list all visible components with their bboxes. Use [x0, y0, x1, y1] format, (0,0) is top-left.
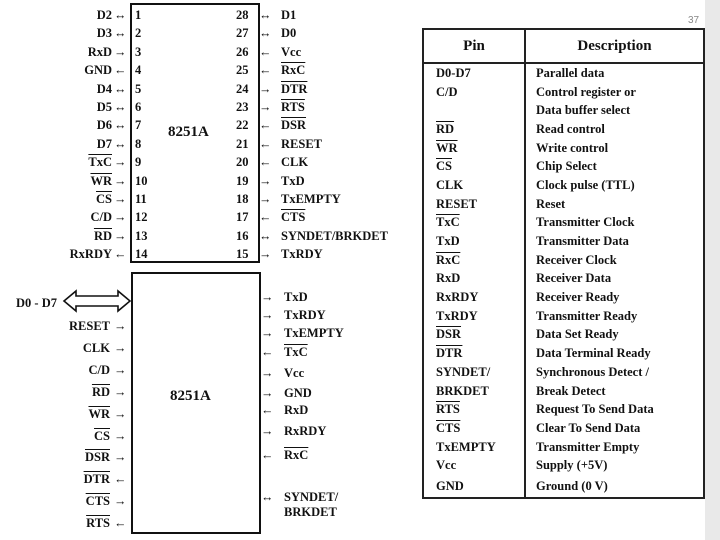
- top-left-pin-number: 3: [135, 44, 142, 59]
- bottom-left-pin-arrow: →: [114, 494, 127, 509]
- pin-cell: C/D: [423, 83, 525, 102]
- top-left-pin-arrow: →: [114, 155, 127, 170]
- bottom-left-pin-arrow: →: [114, 362, 127, 377]
- description-cell: Synchronous Detect /: [536, 364, 649, 379]
- bottom-left-pin-arrow: →: [114, 428, 127, 443]
- description-cell: Clear To Send Data: [536, 420, 641, 435]
- description-cell: Chip Select: [536, 159, 597, 174]
- bottom-left-pin-name: $\overline{RD}$: [91, 384, 110, 399]
- pin-cell: $\overline{CTS}$: [423, 419, 525, 438]
- top-right-pin-number: 19: [236, 173, 249, 188]
- top-left-pin-name: D4: [96, 81, 112, 96]
- top-left-pin-arrow: ↔: [114, 8, 127, 22]
- bottom-left-pin-name: $\overline{RTS}$: [86, 516, 110, 531]
- bottom-right-pin-name: RxD: [284, 403, 309, 417]
- table-row: [423, 214, 704, 233]
- bottom-right-pin-arrow: →: [261, 290, 274, 304]
- bottom-left-pin-arrow: →: [114, 384, 127, 399]
- pin-column-header: Pin: [423, 29, 525, 63]
- table-row: [423, 251, 704, 270]
- description-cell: Data buffer select: [536, 103, 631, 118]
- top-right-pin-number: 18: [236, 192, 249, 206]
- bottom-left-pin-name: $\overline{CTS}$: [85, 494, 110, 509]
- bottom-right-pin-arrow: ←: [261, 448, 274, 462]
- bottom-right-pin-arrow: →: [261, 326, 274, 340]
- bottom-right-pin-arrow: ←: [261, 345, 274, 359]
- top-left-pin-name: $\overline{CS}$: [96, 192, 112, 206]
- top-right-pin-arrow: ←: [259, 63, 272, 78]
- top-left-pin-arrow: →: [114, 173, 127, 188]
- description-cell: Break Detect: [536, 383, 606, 398]
- description-cell: Transmitter Clock: [536, 215, 635, 230]
- top-left-pin-name: $\overline{RD}$: [93, 228, 112, 243]
- top-right-pin-arrow: ↔: [259, 8, 272, 22]
- table-row: [423, 157, 704, 176]
- top-left-pin-number: 12: [135, 210, 148, 225]
- top-right-pin-name: TxRDY: [281, 247, 323, 262]
- pin-cell: BRKDET: [423, 382, 525, 401]
- top-chip-label: 8251A: [168, 124, 209, 140]
- description-cell: Reset: [536, 196, 566, 211]
- table-row: [423, 326, 704, 345]
- top-right-pin-name: TxEMPTY: [281, 192, 341, 206]
- top-left-pin-name: C/D: [90, 210, 112, 225]
- top-right-pin-name: $\overline{RxC}$: [281, 63, 306, 78]
- top-right-pin-number: 22: [236, 118, 249, 133]
- top-left-pin-number: 5: [135, 81, 142, 96]
- top-right-pin-number: 17: [236, 210, 249, 225]
- table-row: [423, 63, 704, 83]
- pin-cell: Vcc: [423, 456, 525, 475]
- description-cell: Ground (0 V): [536, 478, 608, 493]
- top-left-pin-name: D2: [96, 8, 112, 22]
- top-left-pin-arrow: →: [114, 44, 127, 59]
- top-right-pin-number: 26: [236, 44, 249, 59]
- top-left-pin-arrow: ←: [114, 247, 127, 262]
- top-left-pin-arrow: →: [114, 210, 127, 225]
- top-right-pin-name: TxD: [281, 173, 305, 188]
- table-row: [423, 363, 704, 382]
- bottom-left-pin-arrow: →: [114, 340, 127, 355]
- pin-cell: $\overline{TxC}$: [423, 214, 525, 233]
- top-right-pin-arrow: ←: [259, 155, 272, 170]
- top-right-pin-number: 25: [236, 63, 249, 78]
- description-cell: Clock pulse (TTL): [536, 177, 635, 192]
- description-cell: Write control: [536, 140, 609, 155]
- bottom-left-pin-name: $\overline{DTR}$: [83, 472, 110, 487]
- description-cell: Read control: [536, 121, 605, 136]
- top-left-pin-arrow: ↔: [114, 136, 127, 151]
- bottom-right-pin-name: TxD: [284, 290, 308, 304]
- slide-edge: [705, 0, 720, 540]
- top-left-pin-number: 1: [135, 8, 142, 22]
- pin-cell: $\overline{RD}$: [423, 120, 525, 139]
- top-right-pin-arrow: ↔: [259, 228, 272, 243]
- top-right-pin-arrow: ↔: [259, 26, 272, 41]
- bottom-right-pin-name: BRKDET: [284, 505, 337, 519]
- bottom-right-pin-name: GND: [284, 386, 312, 400]
- bottom-left-pin-name: CLK: [82, 340, 110, 355]
- top-left-pin-arrow: ↔: [114, 118, 127, 133]
- top-left-pin-name: GND: [84, 63, 112, 78]
- bottom-chip-label: 8251A: [170, 388, 211, 404]
- top-left-pin-number: 13: [135, 228, 148, 243]
- description-cell: Control register or: [536, 84, 636, 99]
- bottom-right-pin-arrow: →: [261, 308, 274, 322]
- slide-number: 37: [688, 15, 700, 26]
- bottom-left-pin-name: $\overline{DSR}$: [84, 450, 110, 465]
- top-right-pin-name: $\overline{CTS}$: [281, 210, 306, 225]
- pin-cell: GND: [423, 475, 525, 498]
- bottom-left-pin-name: $\overline{CS}$: [94, 428, 110, 443]
- top-right-pin-arrow: →: [259, 247, 272, 262]
- top-left-pin-arrow: ←: [114, 63, 127, 78]
- table-row: [423, 232, 704, 251]
- top-left-pin-number: 2: [135, 26, 142, 41]
- description-cell: Receiver Ready: [536, 290, 620, 305]
- top-left-pin-number: 10: [135, 173, 148, 188]
- pin-cell: RxRDY: [423, 288, 525, 307]
- bottom-left-pin-name: RESET: [69, 319, 110, 333]
- table-row: [423, 270, 704, 289]
- bottom-right-pin-arrow: →: [261, 424, 274, 438]
- table-row: [423, 176, 704, 195]
- bottom-left-pin-name: $\overline{WR}$: [88, 406, 110, 421]
- bottom-right-pin-name: TxEMPTY: [284, 326, 344, 340]
- top-right-pin-name: SYNDET/BRKDET: [281, 228, 388, 243]
- table-row: [423, 438, 704, 457]
- top-left-pin-arrow: ↔: [114, 81, 127, 96]
- top-left-pin-number: 6: [135, 100, 142, 114]
- top-left-pin-name: D7: [96, 136, 112, 151]
- top-left-pin-arrow: ↔: [114, 100, 127, 114]
- description-cell: Parallel data: [536, 65, 605, 80]
- top-left-pin-number: 4: [135, 63, 142, 78]
- top-left-pin-arrow: ↔: [114, 26, 127, 41]
- table-row: [423, 456, 704, 475]
- bottom-left-pin-arrow: →: [114, 319, 127, 333]
- table-row: [423, 288, 704, 307]
- top-left-pin-name: D5: [96, 100, 112, 114]
- bottom-left-pin-arrow: ←: [114, 472, 127, 487]
- pin-description-table: [422, 28, 705, 499]
- pin-cell: D0-D7: [423, 63, 525, 83]
- top-left-pin-number: 9: [135, 155, 142, 170]
- top-right-pin-name: $\overline{RTS}$: [281, 100, 305, 114]
- bottom-left-pin-arrow: →: [114, 406, 127, 421]
- table-row: [423, 344, 704, 363]
- top-right-pin-name: D1: [281, 8, 297, 22]
- description-cell: Transmitter Ready: [536, 308, 638, 323]
- table-row: [423, 419, 704, 438]
- top-right-pin-name: CLK: [281, 155, 309, 170]
- description-cell: Supply (+5V): [536, 458, 608, 473]
- description-cell: Receiver Clock: [536, 252, 617, 267]
- bottom-right-pin-name: RxRDY: [284, 424, 327, 438]
- top-right-pin-name: D0: [281, 26, 297, 41]
- top-right-pin-arrow: →: [259, 192, 272, 206]
- data-bus-arrow: [62, 289, 132, 313]
- description-cell: Receiver Data: [536, 271, 612, 286]
- top-right-pin-arrow: ←: [259, 118, 272, 133]
- top-right-pin-number: 16: [236, 228, 249, 243]
- top-left-pin-number: 7: [135, 118, 142, 133]
- table-row: [423, 195, 704, 214]
- table-row: [423, 139, 704, 158]
- top-left-pin-number: 11: [135, 192, 147, 206]
- pin-cell: $\overline{DTR}$: [423, 344, 525, 363]
- pin-cell: CLK: [423, 176, 525, 195]
- description-cell: Data Set Ready: [536, 327, 619, 342]
- pin-cell: $\overline{CS}$: [423, 157, 525, 176]
- top-right-pin-arrow: ←: [259, 44, 272, 59]
- data-bus-label: D0 - D7: [16, 296, 57, 310]
- top-left-pin-name: D3: [96, 26, 112, 41]
- bottom-right-pin-arrow: →: [261, 386, 274, 400]
- top-left-pin-arrow: →: [114, 192, 127, 206]
- pin-cell: $\overline{RxC}$: [423, 251, 525, 270]
- bottom-right-pin-arrow: ←: [261, 403, 274, 417]
- top-left-pin-number: 14: [135, 247, 148, 262]
- pin-cell: $\overline{WR}$: [423, 139, 525, 158]
- top-left-pin-name: RxRDY: [69, 247, 112, 262]
- bottom-right-pin-name: TxRDY: [284, 308, 326, 322]
- top-right-pin-number: 15: [236, 247, 249, 262]
- top-right-pin-number: 28: [236, 8, 249, 22]
- pin-cell: [423, 101, 525, 120]
- bottom-right-pin-name: $\overline{TxC}$: [284, 345, 308, 359]
- table-row: [423, 83, 704, 102]
- top-right-pin-arrow: →: [259, 81, 272, 96]
- table-row: [423, 400, 704, 419]
- top-right-pin-arrow: ←: [259, 136, 272, 151]
- description-cell: Data Terminal Ready: [536, 346, 651, 361]
- top-right-pin-number: 24: [236, 81, 249, 96]
- top-left-pin-name: $\overline{WR}$: [90, 173, 112, 188]
- description-column-header: Description: [525, 29, 704, 63]
- table-row: [423, 101, 704, 120]
- table-row: [423, 307, 704, 326]
- pin-cell: SYNDET/: [423, 363, 525, 382]
- table-row: [423, 475, 704, 498]
- top-left-pin-arrow: →: [114, 228, 127, 243]
- bottom-left-pin-arrow: →: [114, 450, 127, 465]
- bottom-left-pin-name: C/D: [88, 362, 110, 377]
- top-right-pin-arrow: →: [259, 173, 272, 188]
- top-right-pin-name: Vcc: [281, 44, 302, 59]
- description-cell: Transmitter Data: [536, 234, 629, 249]
- table-row: [423, 382, 704, 401]
- top-right-pin-number: 20: [236, 155, 249, 170]
- description-cell: Transmitter Empty: [536, 439, 640, 454]
- top-left-pin-name: RxD: [87, 44, 112, 59]
- bottom-right-pin-arrow: →: [261, 366, 274, 380]
- top-right-pin-number: 21: [236, 136, 249, 151]
- top-right-pin-number: 27: [236, 26, 249, 41]
- top-left-pin-name: D6: [96, 118, 112, 133]
- pin-cell: $\overline{RTS}$: [423, 400, 525, 419]
- top-right-pin-name: RESET: [281, 136, 322, 151]
- description-cell: Request To Send Data: [536, 402, 654, 417]
- top-left-pin-number: 8: [135, 136, 142, 151]
- top-right-pin-number: 23: [236, 100, 249, 114]
- bottom-right-pin-name: Vcc: [284, 366, 305, 380]
- pin-cell: TxRDY: [423, 307, 525, 326]
- pin-cell: RxD: [423, 270, 525, 289]
- bottom-right-pin-name: $\overline{RxC}$: [284, 448, 309, 462]
- pin-cell: $\overline{DSR}$: [423, 326, 525, 345]
- pin-cell: TxD: [423, 232, 525, 251]
- bottom-right-pin-name: SYNDET/: [284, 490, 339, 504]
- top-right-pin-arrow: →: [259, 100, 272, 114]
- top-right-pin-name: $\overline{DTR}$: [281, 81, 308, 96]
- pin-cell: TxEMPTY: [423, 438, 525, 457]
- bottom-right-pin-arrow: ↔: [261, 490, 274, 504]
- top-right-pin-name: $\overline{DSR}$: [281, 118, 307, 133]
- table-row: [423, 120, 704, 139]
- pin-cell: RESET: [423, 195, 525, 214]
- top-left-pin-name: $\overline{TxC}$: [88, 155, 112, 170]
- top-right-pin-arrow: ←: [259, 210, 272, 225]
- bottom-left-pin-arrow: ←: [114, 516, 127, 531]
